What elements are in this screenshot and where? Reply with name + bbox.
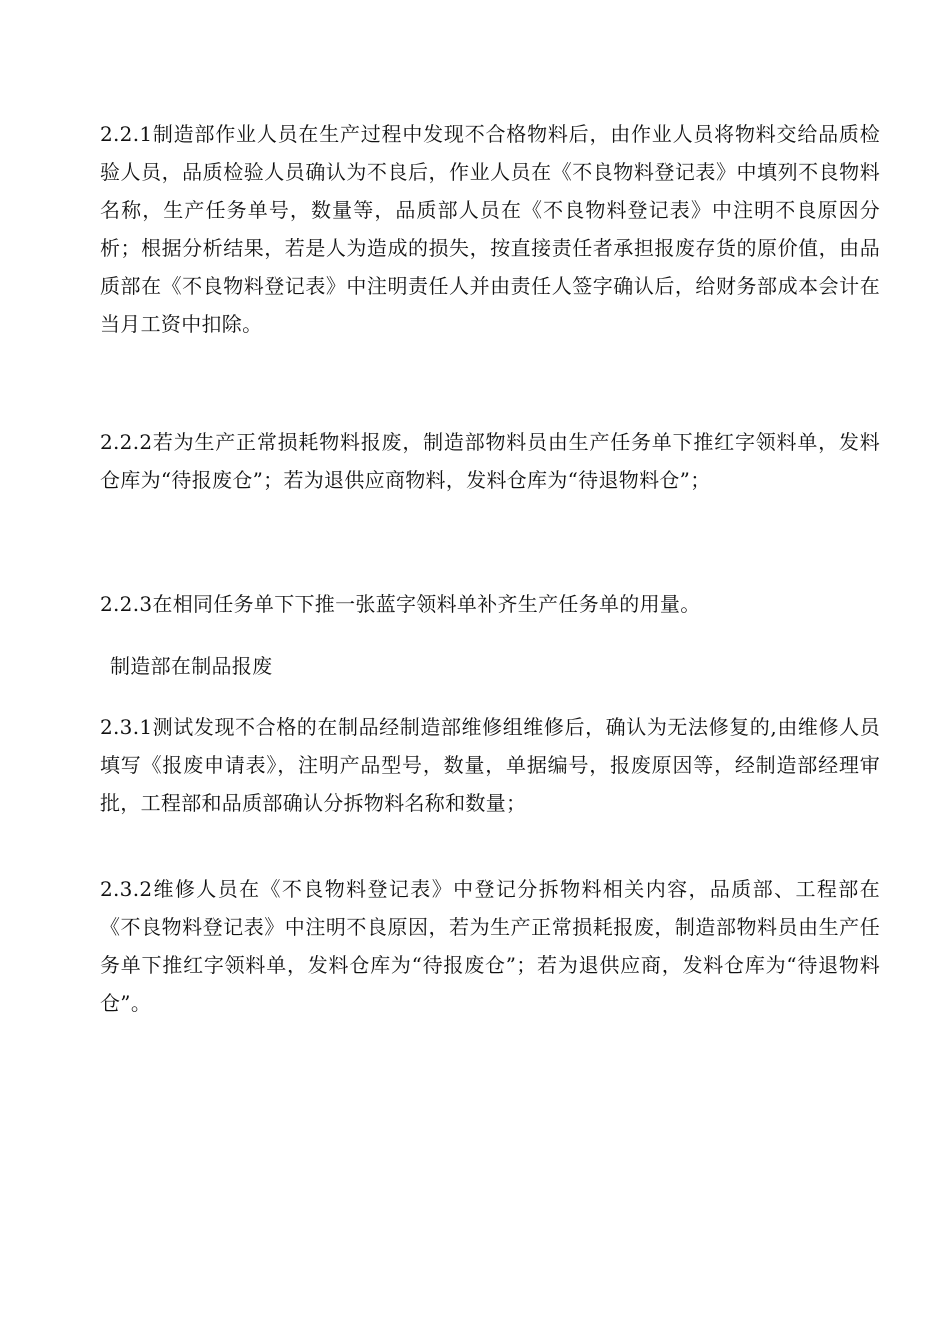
paragraph-2-2-3: 2.2.3在相同任务单下下推一张蓝字领料单补齐生产任务单的用量。	[100, 592, 701, 616]
paragraph-2-2-2: 2.2.2若为生产正常损耗物料报废，制造部物料员由生产任务单下推红字领料单，发料仓库为“待报废仓”；若为退供应商物料，发料仓库为“待退物料仓”；	[100, 430, 880, 492]
section-heading: 制造部在制品报废	[110, 654, 273, 678]
paragraph-2-3-1: 2.3.1测试发现不合格的在制品经制造部维修组维修后，确认为无法修复的,由维修人员填写《报废申请表》，注明产品型号，数量，单据编号，报废原因等，经制造部经理审批，工程部和品质部确认分拆物料名称和数量；	[100, 715, 880, 815]
paragraph-2-3-2: 2.3.2维修人员在《不良物料登记表》中登记分拆物料相关内容，品质部、工程部在《不良物料登记表》中注明不良原因，若为生产正常损耗报废，制造部物料员由生产任务单下推红字领料单，发料仓库为“待报废仓”；若为退供应商，发料仓库为“待退物料仓”。	[100, 877, 880, 1015]
paragraph-2-2-1: 2.2.1制造部作业人员在生产过程中发现不合格物料后，由作业人员将物料交给品质检验人员，品质检验人员确认为不良后，作业人员在《不良物料登记表》中填列不良物料名称，生产任务单号，数量等，品质部人员在《不良物料登记表》中注明不良原因分析；根据分析结果，若是人为造成的损失，按直接责任者承担报废存货的原价值，由品质部在《不良物料登记表》中注明责任人并由责任人签字确认后，给财务部成本会计在当月工资中扣除。	[100, 122, 880, 336]
